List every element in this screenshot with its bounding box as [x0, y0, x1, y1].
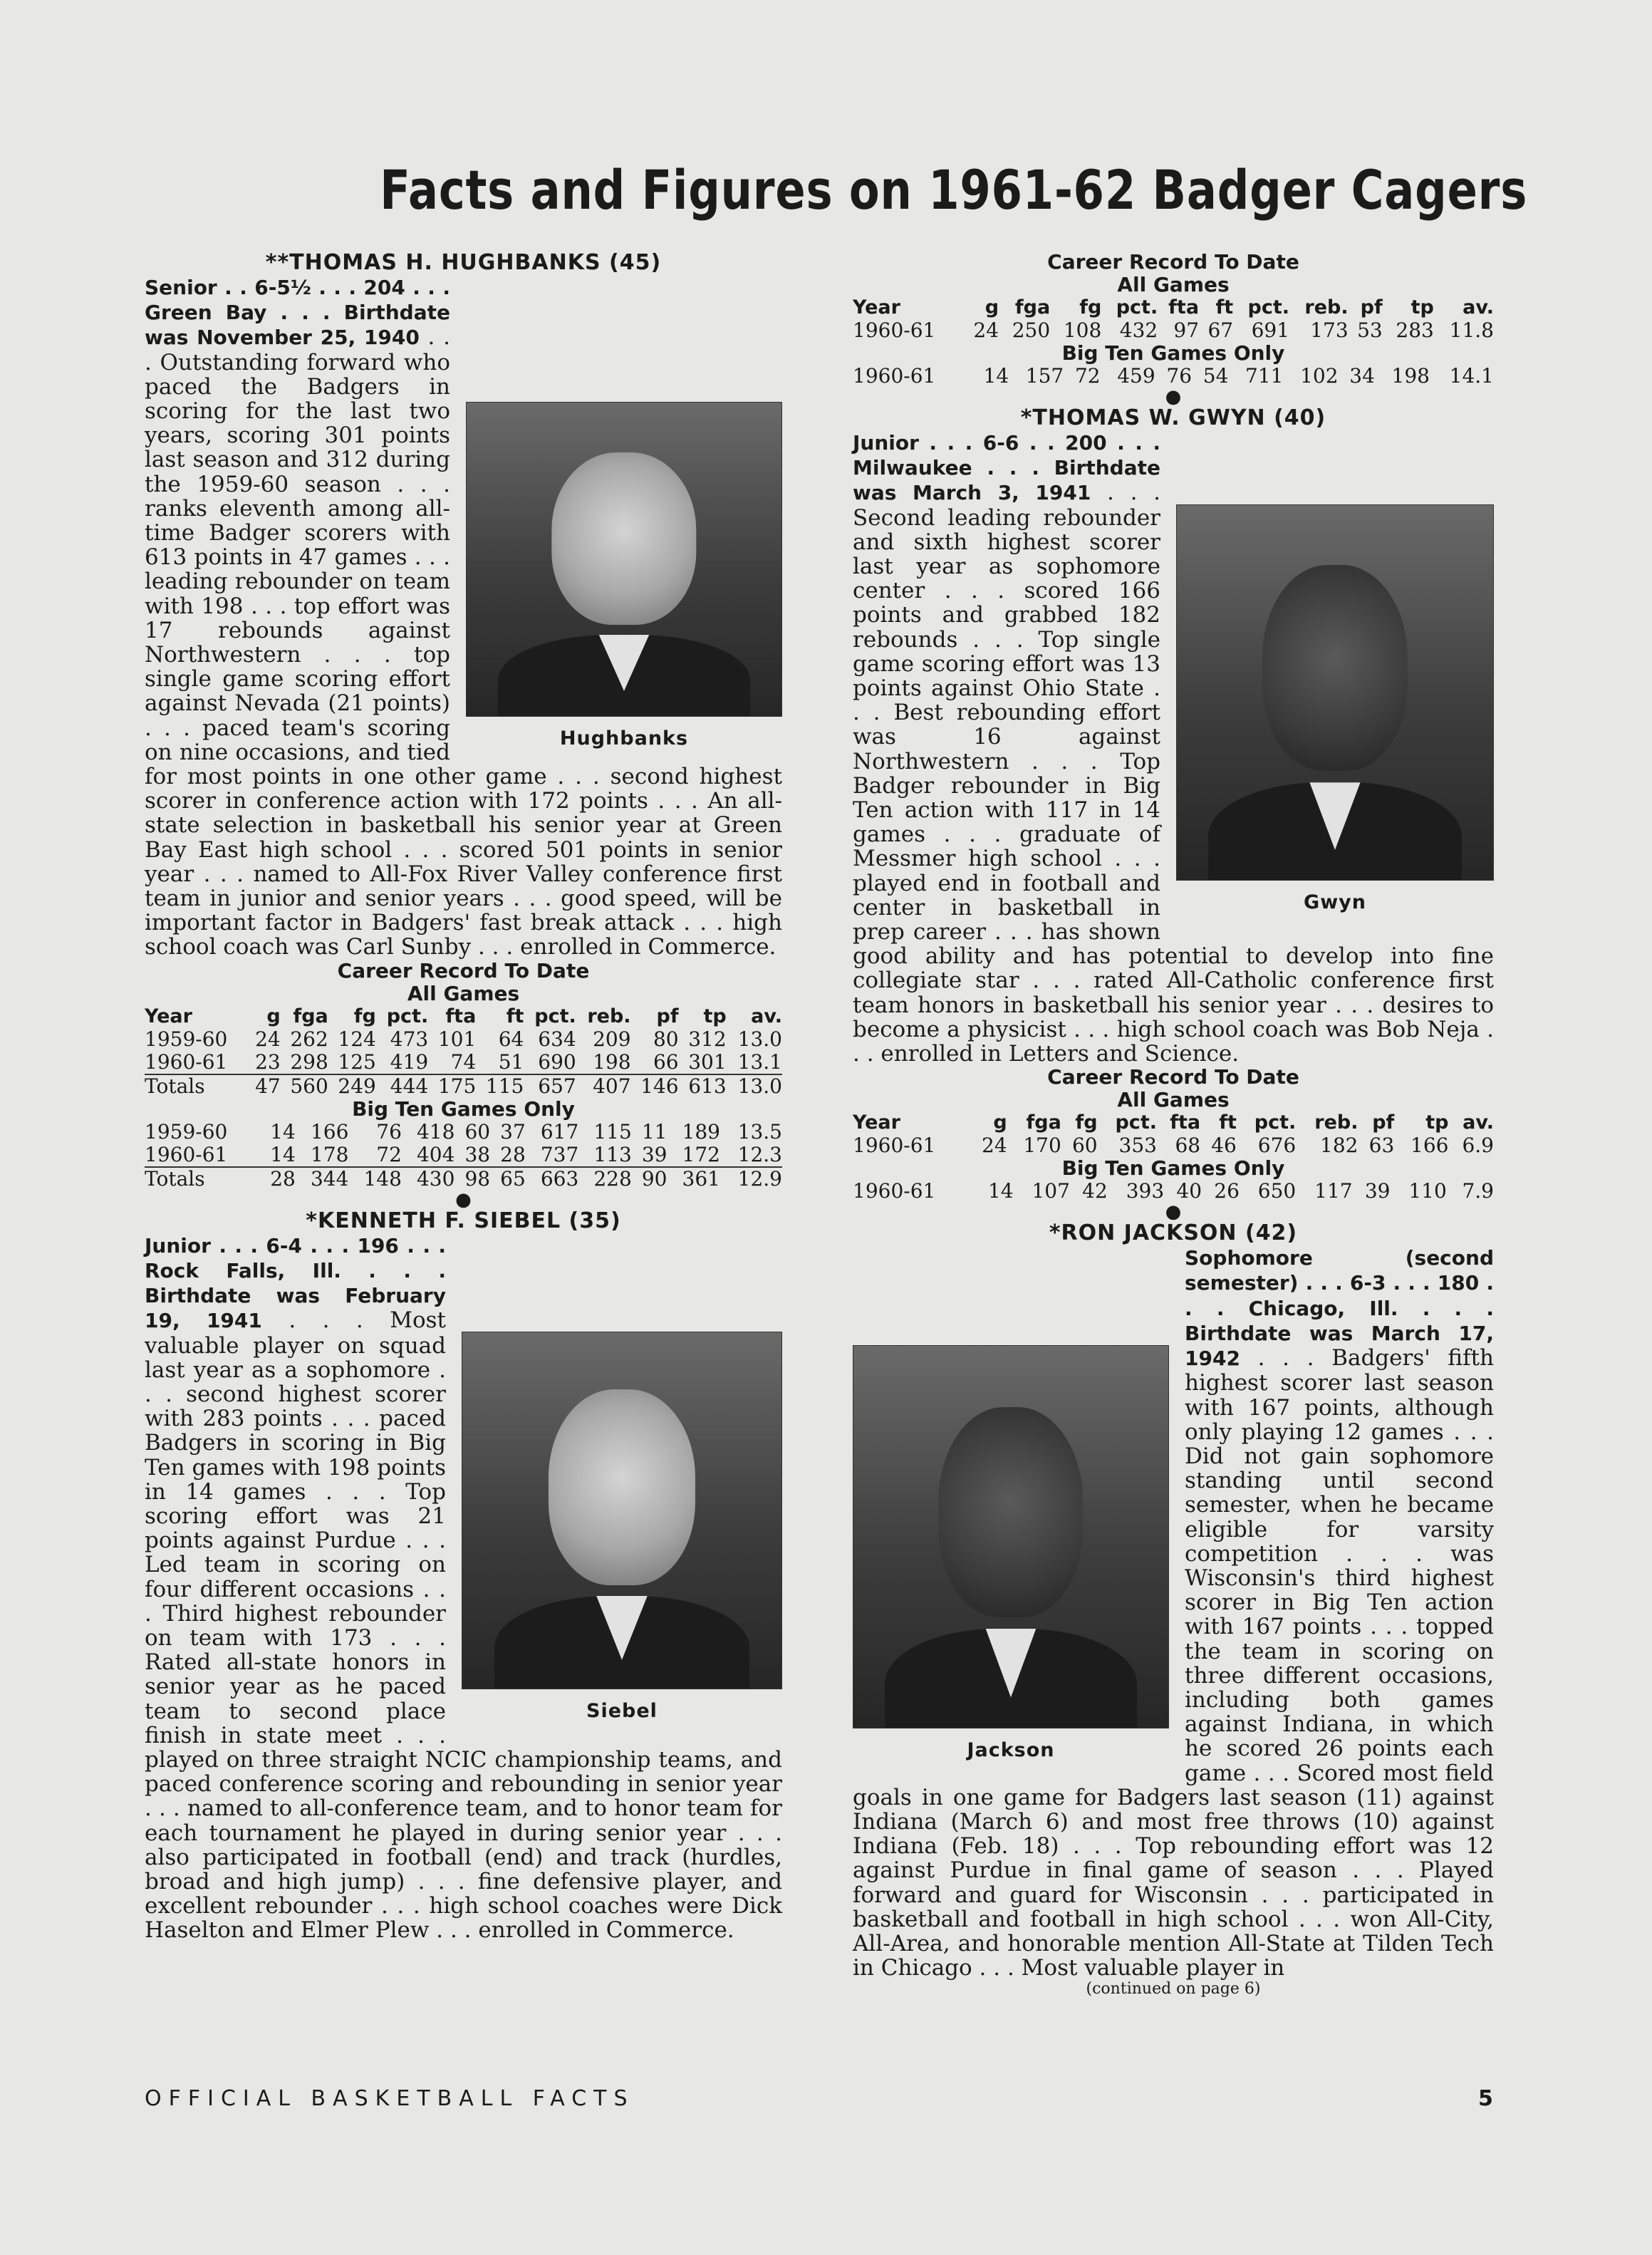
table-cell: 60	[464, 1119, 491, 1144]
table-cell: 444	[376, 1074, 428, 1098]
table-cell: 298	[290, 1049, 328, 1074]
table-cell: 97	[1173, 318, 1200, 342]
table-cell: 650	[1257, 1179, 1297, 1203]
column-header: pf	[656, 1005, 679, 1027]
siebel-caption: Siebel	[586, 1699, 658, 1722]
table-cell: 404	[416, 1142, 455, 1166]
hughbanks-caption: Hughbanks	[559, 727, 689, 750]
table-cell: 60	[1071, 1134, 1098, 1158]
column-header: av.	[751, 1005, 782, 1027]
table-cell: 72	[376, 1142, 402, 1166]
table-cell: 38	[464, 1142, 491, 1166]
table-cell: 560	[281, 1074, 328, 1098]
column-header: g	[266, 1005, 281, 1027]
table-cell: 23	[255, 1049, 281, 1074]
table-cell: 107	[1032, 1179, 1070, 1203]
table-cell: 353	[1118, 1134, 1157, 1158]
hughbanks-photo	[466, 402, 782, 751]
jackson-photo	[853, 1345, 1169, 1763]
hughbanks-bt-totals	[145, 1167, 782, 1191]
table-cell: 262	[290, 1027, 328, 1051]
column-header: pf	[1372, 1111, 1395, 1134]
hughbanks-lead: Senior . . 6-5½ . . . 204 . . . Green Bay . . . Birthdate was November 25, 1940	[145, 276, 450, 350]
siebel-stats-table	[853, 296, 1494, 342]
table-row	[853, 1134, 1494, 1157]
gwyn-heading: *THOMAS W. GWYN (40)	[1020, 405, 1326, 430]
table-cell: 690	[538, 1049, 576, 1074]
table-cell: 7.9	[1462, 1179, 1494, 1203]
hughbanks-all-totals	[145, 1074, 782, 1098]
column-header: pct.	[1115, 1111, 1157, 1134]
table-cell: 37	[500, 1119, 526, 1144]
table-cell: 1960-61	[145, 1049, 228, 1074]
table-cell: 209	[593, 1027, 631, 1051]
table-cell: 65	[490, 1167, 526, 1191]
column-header: reb.	[587, 1005, 631, 1027]
table-cell: 432	[1119, 318, 1158, 342]
table-cell: 102	[1300, 364, 1339, 388]
table-cell: Totals	[145, 1074, 249, 1098]
siebel-heading: *KENNETH F. SIEBEL (35)	[306, 1208, 621, 1233]
table-cell: 182	[1320, 1134, 1359, 1158]
table-cell: 249	[328, 1074, 376, 1098]
table-cell: 172	[682, 1142, 720, 1166]
column-header: fga	[1026, 1111, 1061, 1134]
table-cell: 198	[1391, 364, 1430, 388]
table-cell: 1960-61	[853, 364, 936, 388]
column-header: pct.	[1254, 1111, 1297, 1134]
column-header: av.	[1463, 296, 1494, 318]
siebel-portrait	[462, 1332, 782, 1689]
table-cell: 393	[1126, 1179, 1165, 1203]
siebel-bt-table	[853, 365, 1494, 388]
table-cell: 1959-60	[145, 1027, 228, 1051]
table-row	[145, 1144, 782, 1167]
continued-note: (continued on page 6)	[1086, 1980, 1261, 1999]
table-cell: 312	[688, 1027, 727, 1051]
gwyn-bt-rows	[853, 1180, 1494, 1203]
table-cell: 14.1	[1449, 364, 1494, 388]
column-header: tp	[1425, 1111, 1449, 1134]
table-cell: 419	[390, 1049, 429, 1074]
table-cell: 13.0	[737, 1027, 782, 1051]
table-cell: 76	[1166, 364, 1193, 388]
table-cell: 250	[1012, 318, 1051, 342]
separator-dot: ●	[455, 1188, 472, 1211]
column-header: reb.	[1314, 1111, 1359, 1134]
table-cell: 28	[260, 1167, 296, 1191]
siebel-all-rows	[853, 319, 1494, 342]
hughbanks-all-rows	[145, 1028, 782, 1074]
stats-header-row	[853, 1111, 1494, 1134]
siebel-all-games-label: All Games	[1117, 273, 1230, 296]
footer-text: OFFICIAL BASKETBALL FACTS	[145, 2086, 635, 2111]
table-cell: 657	[524, 1074, 576, 1098]
page-title: Facts and Figures on 1961-62 Badger Cagers	[380, 158, 1528, 222]
table-cell: 40	[1176, 1179, 1202, 1203]
column-header: pct.	[1247, 296, 1290, 318]
table-cell: 166	[310, 1119, 349, 1144]
table-cell: 178	[310, 1142, 349, 1166]
table-cell: 68	[1175, 1134, 1201, 1158]
siebel-career-label: Career Record To Date	[1047, 250, 1299, 274]
table-cell: 148	[348, 1167, 402, 1191]
column-header: g	[985, 296, 999, 318]
table-cell: 189	[682, 1119, 720, 1144]
table-cell: 173	[1310, 318, 1349, 342]
gwyn-all-games-label: All Games	[1117, 1088, 1230, 1112]
column-header: reb.	[1304, 296, 1349, 318]
gwyn-all-rows	[853, 1134, 1494, 1157]
table-cell: 11.8	[1449, 318, 1494, 342]
table-cell: 39	[1364, 1179, 1391, 1203]
left-column	[145, 251, 782, 1943]
table-cell: 170	[1023, 1134, 1061, 1158]
table-cell: 228	[578, 1167, 632, 1191]
column-header: fg	[1079, 296, 1102, 318]
table-cell: 407	[576, 1074, 631, 1098]
right-column	[853, 251, 1494, 1999]
gwyn-caption: Gwyn	[1304, 891, 1366, 913]
hughbanks-stats-table	[145, 1005, 782, 1098]
table-cell: 737	[540, 1142, 579, 1166]
table-cell: 13.5	[737, 1119, 782, 1144]
table-cell: 28	[500, 1142, 526, 1166]
stats-header-row	[145, 1005, 782, 1028]
table-cell: 113	[593, 1142, 632, 1166]
table-cell: 361	[667, 1167, 720, 1191]
table-cell: 24	[982, 1134, 1007, 1158]
table-cell: 117	[1314, 1179, 1353, 1203]
table-cell: 1960-61	[853, 1134, 936, 1158]
siebel-lead: Junior . . . 6-4 . . . 196 . . . Rock Falls, Ill. . . . Birthdate was February 19, 1941	[145, 1233, 446, 1333]
jackson-portrait	[853, 1345, 1169, 1728]
column-header: pf	[1360, 296, 1383, 318]
table-cell: 80	[653, 1027, 679, 1051]
table-cell: 146	[631, 1074, 679, 1098]
gwyn-photo	[1176, 504, 1494, 915]
gwyn-big-ten-label: Big Ten Games Only	[1061, 1156, 1285, 1181]
column-header: g	[993, 1111, 1007, 1134]
table-cell: 711	[1245, 364, 1284, 388]
gwyn-lead: Junior . . . 6-6 . . 200 . . . Milwaukee . . . Birthdate was March 3, 1941	[853, 431, 1160, 505]
column-header: fga	[293, 1005, 328, 1027]
stats-header-row	[853, 296, 1494, 319]
table-cell: 90	[632, 1167, 667, 1191]
table-cell: 12.9	[720, 1167, 782, 1191]
table-cell: 14	[270, 1142, 296, 1166]
table-cell: 691	[1251, 318, 1290, 342]
table-cell: 53	[1357, 318, 1383, 342]
jackson-caption: Jackson	[967, 1739, 1055, 1762]
column-header: fga	[1014, 296, 1051, 318]
siebel-big-ten-label: Big Ten Games Only	[1061, 341, 1285, 365]
column-header: Year	[853, 296, 900, 318]
column-header: av.	[1463, 1111, 1494, 1134]
table-row	[145, 1121, 782, 1144]
table-cell: 1959-60	[145, 1119, 228, 1144]
table-cell: 1960-61	[853, 1179, 936, 1203]
table-cell: 76	[376, 1119, 402, 1144]
hughbanks-portrait	[466, 402, 782, 717]
table-cell: 676	[1257, 1134, 1297, 1158]
table-cell: 34	[1349, 364, 1375, 388]
table-cell: 64	[498, 1027, 524, 1051]
page-number: 5	[1478, 2086, 1493, 2111]
table-cell: Totals	[145, 1167, 260, 1191]
table-cell: 124	[338, 1027, 376, 1051]
table-cell: 46	[1211, 1134, 1237, 1158]
table-cell: 110	[1408, 1179, 1447, 1203]
table-cell: 125	[338, 1049, 376, 1074]
column-header: Year	[145, 1005, 192, 1027]
table-row	[145, 1028, 782, 1051]
gwyn-bt-table	[853, 1180, 1494, 1203]
table-cell: 47	[249, 1074, 281, 1098]
table-cell: 14	[983, 364, 1009, 388]
table-cell: 13.0	[727, 1074, 782, 1098]
table-cell: 115	[476, 1074, 524, 1098]
table-cell: 51	[498, 1049, 524, 1074]
table-cell: 1960-61	[853, 318, 936, 342]
table-cell: 14	[270, 1119, 296, 1144]
table-cell: 54	[1202, 364, 1229, 388]
table-cell: 617	[540, 1119, 579, 1144]
column-header: fg	[1075, 1111, 1098, 1134]
separator-dot: ●	[1165, 1201, 1182, 1223]
siebel-bio-text: . . . Most valuable player on squad last year as a sophomore . . . second highest scorer with 283 points . . . paced Badgers in scoring in Big Ten games with 198 points in 14 games . . . Top scoring effort was 21 points against Purdue . . . Led team in scoring on four different occasions . . . Third highest rebounder on team with 173 . . . Rated all-state honors in senior year as he paced team to second place finish in state meet . . . played on three straight NCIC championship teams, and paced conference scoring and rebounding in senior year . . . named to all-conference team, and to honor team for each tournament he played in during senior year . . . also participated in football (end) and track (hurdles, broad and high jump) . . . fine defensive player, and excellent rebounder . . . high school coaches were Dick Haselton and Elmer Plew . . . enrolled in Commerce.	[145, 1307, 782, 1944]
table-cell: 67	[1207, 318, 1234, 342]
table-cell: 101	[437, 1027, 477, 1051]
table-cell: 63	[1368, 1134, 1395, 1158]
table-row	[853, 1180, 1494, 1203]
table-row	[145, 1051, 782, 1074]
table-cell: 12.3	[737, 1142, 782, 1166]
table-cell: 157	[1025, 364, 1064, 388]
table-cell: 11	[641, 1119, 667, 1144]
separator-dot: ●	[1165, 386, 1182, 408]
table-cell: 344	[296, 1167, 349, 1191]
column-header: fta	[1168, 296, 1200, 318]
hughbanks-bio-text: . . . Outstanding forward who paced the Badgers in scoring for the last two years, scoring 301 points last season and 312 during the 1959-60 season . . . ranks eleventh among all-time Badger scorers with 613 points in 47 games . . . leading rebounder on team with 198 . . . top effort was 17 rebounds against Northwestern . . . top single game scoring effort against Nevada (21 points) . . . paced team's scoring on nine occasions, and tied for most points in one other game . . . second highest scorer in conference action with 172 points . . . An all-state selection in basketball his senior year at Green Bay East high school . . . scored 501 points in senior year . . . named to All-Fox River Valley conference first team in junior and senior years . . . good speed, will be important factor in Badgers' fast break attack . . . high school coach was Carl Sunby . . . enrolled in Commerce.	[145, 324, 782, 960]
jackson-bio-text: . . . Badgers' fifth highest scorer last season with 167 points, although only playing 12 games . . . Did not gain sophomore standing until second semester, when he became eligible for varsity competition . . . was Wisconsin's third highest scorer in Big Ten action with 167 points . . . topped the team in scoring on three different occasions, including both games against Indiana, in which he scored 26 points each game . . . Scored most field goals in one game for Badgers last season (11) against Indiana (March 6) and most free throws (10) against Indiana (Feb. 18) . . . Top rebounding effort was 12 against Purdue in final game of season . . . Played forward and guard for Wisconsin . . . participated in basketball and football in high school . . . won All-City, All-Area, and honorable mention All-State at Tilden Tech in Chicago . . . Most valuable player in	[853, 1345, 1494, 1981]
jackson-lead: Sophomore (second semester) . . . 6-3 . . . 180 . . . Chicago, Ill. . . . Birthdate was March 17, 1942	[1185, 1246, 1494, 1371]
gwyn-career-label: Career Record To Date	[1047, 1065, 1299, 1089]
table-cell: 13.1	[737, 1049, 782, 1074]
table-cell: 14	[987, 1179, 1014, 1203]
table-cell: 198	[593, 1049, 631, 1074]
table-cell: 39	[641, 1142, 667, 1166]
column-header: ft	[1215, 296, 1234, 318]
gwyn-bio-text: . . . Second leading rebounder and sixth highest scorer last year as sophomore center . . . scored 166 points and grabbed 182 rebounds . . . Top single game scoring effort was 13 points against Ohio State . . . Best rebounding effort was 16 against Northwestern . . . Top Badger rebounder in Big Ten action with 117 in 14 games . . . graduate of Messmer high school . . . played end in football and center in basketball in prep career . . . has shown good ability and has potential to develop into fine collegiate star . . . rated All-Catholic conference first team honors in basketball his senior year . . . desires to become a physicist . . . high school coach was Bob Neja . . . enrolled in Letters and Science.	[853, 479, 1494, 1067]
table-cell: 418	[416, 1119, 455, 1144]
table-cell: 72	[1074, 364, 1101, 388]
table-cell: 98	[454, 1167, 490, 1191]
table-row	[145, 1167, 782, 1191]
table-cell: 26	[1214, 1179, 1240, 1203]
column-header: tp	[703, 1005, 727, 1027]
column-header: ft	[506, 1005, 524, 1027]
hughbanks-career-label: Career Record To Date	[337, 958, 590, 983]
table-cell: 283	[1396, 318, 1434, 342]
table-cell: 66	[653, 1049, 679, 1074]
table-row	[145, 1074, 782, 1098]
jackson-heading: *RON JACKSON (42)	[1049, 1220, 1298, 1246]
table-cell: 108	[1063, 318, 1102, 342]
table-cell: 613	[679, 1074, 727, 1098]
siebel-photo	[462, 1332, 782, 1723]
table-cell: 175	[428, 1074, 476, 1098]
gwyn-portrait	[1176, 504, 1494, 881]
column-header: tp	[1411, 296, 1434, 318]
table-cell: 24	[973, 318, 999, 342]
table-cell: 1960-61	[145, 1142, 228, 1166]
table-cell: 663	[526, 1167, 579, 1191]
hughbanks-bt-rows	[145, 1121, 782, 1167]
table-row	[853, 319, 1494, 342]
table-cell: 6.9	[1462, 1134, 1494, 1158]
table-cell: 74	[450, 1049, 477, 1074]
hughbanks-big-ten-label: Big Ten Games Only	[352, 1097, 575, 1121]
column-header: pct.	[1116, 296, 1158, 318]
table-cell: 473	[390, 1027, 429, 1051]
table-cell: 634	[538, 1027, 576, 1051]
table-cell: 24	[255, 1027, 281, 1051]
column-header: fg	[353, 1005, 376, 1027]
hughbanks-heading: **THOMAS H. HUGHBANKS (45)	[265, 250, 662, 275]
gwyn-stats-table	[853, 1111, 1494, 1157]
column-header: fta	[1170, 1111, 1201, 1134]
column-header: Year	[853, 1111, 900, 1134]
siebel-bt-rows	[853, 365, 1494, 388]
table-cell: 166	[1411, 1134, 1449, 1158]
table-row	[853, 365, 1494, 388]
column-header: fta	[445, 1005, 477, 1027]
column-header: ft	[1219, 1111, 1237, 1134]
hughbanks-bt-table	[145, 1121, 782, 1191]
column-header: pct.	[534, 1005, 576, 1027]
table-cell: 115	[593, 1119, 632, 1144]
hughbanks-all-games-label: All Games	[407, 981, 520, 1005]
table-cell: 459	[1117, 364, 1155, 388]
table-cell: 430	[402, 1167, 455, 1191]
table-cell: 301	[688, 1049, 727, 1074]
column-header: pct.	[386, 1005, 429, 1027]
table-cell: 42	[1082, 1179, 1108, 1203]
